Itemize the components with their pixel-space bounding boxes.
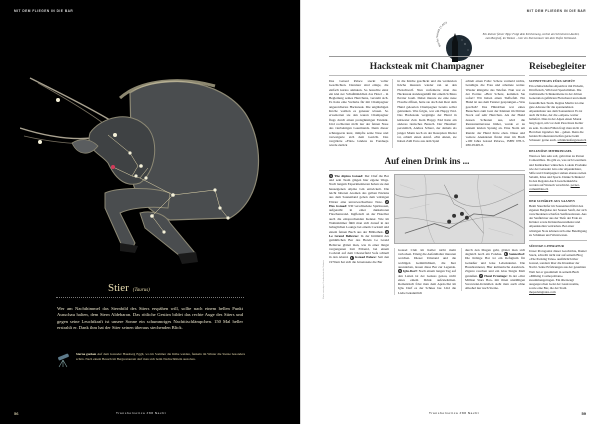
main-article [329, 60, 525, 334]
section-headline: Auf einen Drink ins ... [329, 148, 525, 171]
sidebar-section-heading: SCHNITTIGES FÜRS GEMÜT [529, 79, 576, 83]
venue-text: Gstaad Club im Keller nicht mehr verlocken. Einzig die Aufenthalter mussten weichen. Dieser Umstand und die wohligen Gemütlichkeit, die hier auszuleben, lassen diese Bar zur Legende. [398, 247, 456, 269]
sidebar-section-text: Wenn es fein sein soll, geht man zu Pernet Comestibles. Da gibt es, was sich Gourmets und Kulinariker wünschen. Lokale Produkte wie der Gstaader Gin oder Alpenkräuter, Säfte und Champagner stehen ebenso neben Salami, Käse und Speck. Danke Schinken! In den Regalen Auch Geschenkkörbe werden auf Wunsch verschickt. [529, 154, 587, 188]
venue-name: Iglu-Dorf: [403, 269, 418, 274]
constellation-latin-name: (Taurus) [132, 288, 150, 293]
divider [329, 56, 586, 57]
venue-text: Nach einem langen Tag auf den Latten ist der Genuss genau, nicht eines einem Drink aufzuwärmen. Romantisch fröst man dem Après-Ski im Iglu. Darf es der Schnee bar. Und die Liebe bekanntlich [398, 269, 456, 295]
marker-6: 6 [504, 252, 507, 257]
article-column: erhielt einen Falle: Schere vermeld nichts, beruhigte die Frau und arbeitete weiter. Wieder klingelte das Telefon. Nun war es der Portier. »Herr Scherz, kommen Sie sofort! Wir haben einen Tiefbefall. Ein Hund ist aus dem Fenster gesprungen.« Was geschah? Das Hündchen war eines Besuchers zum Gast der Kleinen im Dritten Stock auf sehr Herrchen. Als der Hund dessen Schreien aus, wird die Restaurantterrasse höher, wurde er zu seinem letzten Sprung an. Eine Notiz am Rande: der Hund hörte eben. Diese und weitere Anekdoten findet man im Buch »100 Jahre Gstaad Palace«, ISBN 978-3-280-05495-8. [461, 79, 525, 148]
article-headline: Hacksteak mit Champagner [329, 60, 525, 76]
sidebar-section-text: Beim Sturzhöfer im Saanenland führt den eigenen Bergkäse der Saanen Senfi, der sich verschiedenen scharfen Senfkreationen. Aus der Senfkörner aus der Tiefe der Erde an Kräuter sowie Kräuterbeerendienst und Alpenknollen vertrieben. Bei einer würzigen Note können sich eine Beteiligung zu Schinken und Wurstwaren. [529, 203, 587, 237]
venue-text: Die hölzige Bar ist ein Refugium für Genießer und leise Lebenskunst. Die Hausbrennerei, Hier kulinarische Ausdruck. Zigarre rauchen und ein Glas Single Malt genießen. [465, 256, 525, 278]
sidebar-section-heading: DER SCHÄRFE AUS SAANEN [529, 198, 575, 203]
sidebar-section [529, 79, 587, 146]
venue-name: Hotel Ermitage: [484, 273, 508, 278]
horn-line [20, 128, 92, 139]
marker-5: 5 [399, 269, 401, 274]
running-head: MIT DEM FLIEGEN IN DIE BAR [14, 9, 74, 13]
star [171, 193, 175, 197]
star [139, 164, 143, 168]
constellation-name: Stier [108, 282, 129, 294]
sidebar-section-text: Unser Protagonist dieser Geschichte, Daniel Steck, schreibt nicht nur auf seinem Blog »The Packing Tales« ausführlich über Gstaad, sondern über die Klassiker der Nacht. Seine Erfahrungen aus der gesamten Welt hat er gesammelt in seinem Buch »Milking Cosmopolitans« zusammengetragen. Ein überzeugt ausgesprochen Geist der Gastronomie, sowie eine Bar, die der Stadt. [529, 248, 587, 291]
website-link[interactable]: schnitziesfurgstaad.ch [557, 138, 587, 143]
star [113, 133, 117, 137]
tip-text [76, 352, 245, 368]
page-number: 56 [14, 411, 19, 416]
website-link[interactable]: pernet-comestibles.ch [529, 183, 580, 192]
article-columns [329, 79, 525, 148]
magazine-footer: Transhelvetica #88 Nacht [429, 411, 480, 415]
tip-box [57, 352, 245, 368]
star [162, 230, 165, 233]
star [38, 140, 42, 144]
sidebar-section-heading: DELIZIÖSE MITBRINGSEL [529, 149, 573, 154]
article-column: in die Küche geschickt und die verdutzten Köche mussten wieder ran an den Fleischwolf. Nun verfeinerte man das Hacksteak standesgemäß mit einem Schluss Perrier Jouët. Dabei musste sie eine neue Flasche öffnen, hatte sie doch den Rest dem Hund geleerten Champagner bereits selbst getrunken. Was folgte, war ein Happy End. Das Hacksteak vergnügte der Hund in kürzester Zeit. Kein Happy End hatte ein anderes tierisches Besuch. Der Hausherr persönlich, Andrea Scherz, der damals als junger Mann noch an der Rezeption Dienst tat, erhielt einen Anruf. »Ein Akten, sie haben Zahl Euro aus dem Spiel [392, 79, 456, 148]
tip-body: Auf dem Gstaader Hausberg Eggli, wo im Sommer die Kühe weiden, funkeln im Winter die Sterne besonders schön. Nach einem Besuch im Bergrestaurant darf man sich beim Nachschlitteln austoben. [76, 352, 245, 361]
drinks-column [394, 248, 456, 295]
region-map [394, 174, 525, 244]
map-credit: Karte: swisstopo / Landeskarte der Schweiz [323, 260, 325, 299]
marker-1: 1 [330, 173, 332, 178]
tip-lead: Sterne gucken [76, 352, 97, 356]
drinks-column [329, 174, 389, 264]
article-column: Das Gstaad Palace steckt voller Geschichten. Darunter sind einige, die einfach kurios anmuten. So besuchte einst ein klei ner Schoßhündchen das Hotel – in Begleitung seines Herrchens, versteht sich. Es hatte eine Vorliebe für mit Champagner angereichertes Hacksteak. Die ungläubigen Köche wollten es genauer wissen. So erweiterten sie den teuren Champagner flugs durch einen preisgünstigen Fendant. Und rochierten nicht nur der feinen Nase des vierbeinigen Gourmands. Denn dieser schnupperte kurz, rümpfte seine Nase und verweigerte sich dem Gericht. Das vergrätzte »Filet« landete zu Fondueja wurde zurück [329, 79, 389, 148]
marker-2: 2 [386, 199, 388, 204]
star-aldebaran [111, 165, 115, 169]
drinks-column [461, 248, 525, 291]
star [150, 214, 154, 218]
constellation-caption [108, 282, 150, 294]
marker-3: 3 [386, 229, 388, 234]
venue-text: In der «Our Million Stars Bar» mit ihren unzähligen Swarovski-Kristallen sieht man auch ohne Alkohol nur noch Sterne. [465, 273, 526, 291]
venue-name: Gstaad Palace: [354, 255, 377, 260]
sidebar-section [529, 244, 587, 298]
taurus-constellation-illustration [20, 38, 280, 288]
badge-label: Kirche Saanen (1.447) [435, 20, 448, 48]
venue-text: Der Chef die Bar und sein Team gingen hier eigene Wege. Nach langem Experimentieren haben sie den hauseigenen Alpina Gin entwickelt. Die leicht bitteren Aromen des gelben Enzians aus dem Saanenland geben dem würzigen Elixier eine unverwechselbare Note. [329, 173, 389, 204]
venue-text: 930 verschiedene Spirituosen, aufgereiht in einer dunkelroten Flaschenwand. Ingfleisch an der Hotelbar auch die entsprechenden Kenner. Wie im Wohnzimmer fühlt man sich darauf in der behaglichen Lounge bei einem Cocktail und einem feinen Buch aus der Bibliothek. [329, 203, 389, 234]
venue-name: Sonnerhof: [509, 252, 525, 257]
right-page [300, 0, 600, 424]
running-head: MIT DEM FLIEGEN IN DIE BAR [526, 9, 586, 13]
magazine-footer: Transhelvetica #88 Nacht [116, 411, 167, 415]
constellation-description: Wer am Nachthimmel das Sternbild des Stiers erspähen will, sollte nach einem hellen Punkt Ausschau halten, dem Stern Aldebaran. Das rötliche Gestirn bildet das rechte Auge des Stiers und gegen seine Leuchtkraft ist unsere Sonne ein schummriges Nachttischlämpchen. 150 Mal heller erstrahlt er. Dank ihm hat der Stier seinen überaus stechenden Blick. [57, 306, 243, 331]
star [213, 188, 216, 191]
sidebar-section [529, 199, 587, 241]
venue-text: In der Intimität des gemütlichen Bar des Hotels Le Grand Bellevue glänzt man, wie in einer längst vergangenen Zeit Ebbend, bei einem Cocktail auf dem Chesterfield Sofa schnell in den Abend. [329, 233, 389, 260]
horn-line [30, 78, 115, 123]
star [144, 176, 147, 179]
moon-circle [446, 35, 472, 61]
sidebar-section-text: Ein schmackhaftes Alpenbrot mit Pickeln, Dörrfleisch, Wild und Spezialitäten. Die traditionelle Schinkenbeize in der dritten Generation geführten Fleischerei und einem freundlichen Team. Regina Martin ist eine gute Adresse für die spannendsten Alpenkräuter aus dem Saanenland. Es ist auch ihr Käse, der die »Alpen« weiter beliefert. Dies in der Alpen einen Monat lang lagert, um vor dem Pass ihren Keller zu sein. In allen Fällen fragt man nicht ob Herrchen irgendwo hin – gehen. Denn die beiden Produzenten helfen gerne beim Schauen: gerne auch. [529, 84, 587, 143]
travel-companion-sidebar [529, 60, 587, 298]
svg-text:Kirche Saanen (1.447) [435, 20, 448, 47]
venue-name: The Alpina Gstaad: [334, 173, 364, 178]
star [218, 206, 221, 209]
divider [56, 297, 244, 298]
telescope-icon [57, 352, 71, 368]
marker-7: 7 [480, 273, 482, 278]
sidebar-section-heading: SÜFFIGE LITERATUR [529, 243, 565, 248]
sidebar-title: Reisebegleiter [529, 60, 587, 76]
intro-text: Ein kleiner feiner Tipp: Folgt dem Kirchenweg, vorbei am Schreinerei-Atelier, zum Berghof, im Westen – hier ein Sternenmeer mit dem Tiefen Vollmond. [482, 32, 580, 41]
page-number: 59 [581, 411, 586, 416]
venue-text: durch den Magen geht, glänzt man sich dagleich noch ein Fondue. [465, 247, 525, 257]
bull-hoof [120, 243, 138, 253]
marker-4: 4 [350, 255, 353, 260]
star [56, 98, 60, 102]
website-link[interactable]: thepackingtales.com [529, 290, 556, 295]
star [134, 174, 137, 177]
bull-head [89, 117, 155, 185]
sidebar-section [529, 149, 587, 195]
bull-hoof [178, 252, 198, 264]
star [226, 216, 229, 219]
venue-name: Le Grand Bellevue: [329, 233, 359, 238]
venue-name: Hus Gstaad: [329, 203, 348, 208]
star [128, 151, 131, 154]
venue-text: Seit den 1970ern hat sich die Jetsetszene die Bar [329, 255, 390, 264]
drinks-section [329, 174, 525, 334]
